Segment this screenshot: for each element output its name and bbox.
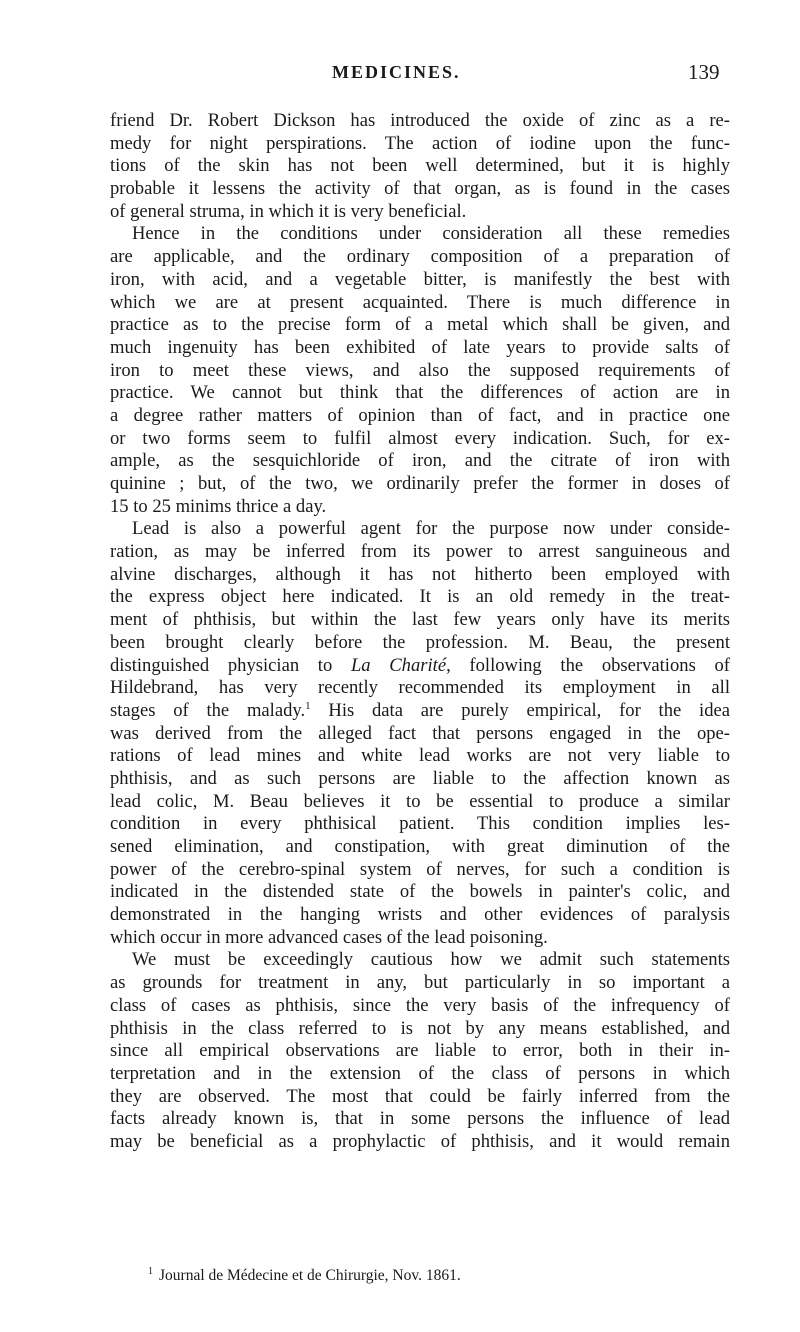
text-line: they are observed. The most that could be fairly inferred from the: [110, 1085, 730, 1107]
text-segment: His data are purely empirical, for the idea: [310, 699, 730, 721]
text-line: tions of the skin has not been well determined, but it is highly: [110, 155, 730, 177]
text-line: practice. We cannot but think that the differences of action are in: [110, 382, 730, 404]
text-line: of general struma, in which it is very beneficial.: [110, 200, 467, 222]
text-line: ment of phthisis, but within the last few years only have its merits: [110, 609, 730, 631]
footnote-text: Journal de Médecine et de Chirurgie, Nov. 1861.: [159, 1267, 461, 1285]
running-title: MEDICINES.: [332, 62, 461, 82]
text-line: are applicable, and the ordinary composition of a preparation of: [110, 246, 730, 268]
text-line: sened elimination, and constipation, with great diminution of the: [110, 836, 730, 857]
text-line: or two forms seem to fulfil almost every indication. Such, for ex-: [110, 427, 730, 449]
text-line: condition in every phthisical patient. This condition implies les-: [110, 813, 730, 835]
footnote-reference[interactable]: 1: [305, 699, 311, 712]
text-line: since all empirical observations are liable to error, both in their in-: [110, 1040, 730, 1062]
text-line: power of the cerebro-spinal system of nerves, for such a condition is: [110, 858, 730, 880]
text-line: We must be exceedingly cautious how we admit such statements: [132, 949, 730, 971]
text-line: been brought clearly before the profession. M. Beau, the present: [110, 631, 730, 653]
page-number: 139: [688, 60, 720, 84]
text-line: ample, as the sesquichloride of iron, and the citrate of iron with: [110, 450, 730, 472]
text-line: practice as to the precise form of a metal which shall be given, and: [110, 314, 730, 336]
text-line: much ingenuity has been exhibited of late years to provide salts of: [110, 336, 730, 358]
text-line-with-footnote: [110, 700, 730, 723]
text-line: demonstrated in the hanging wrists and other evidences of paralysis: [110, 904, 730, 926]
text-line: class of cases as phthisis, since the very basis of the infrequency of: [110, 994, 730, 1016]
text-line: alvine discharges, although it has not hitherto been employed with: [110, 563, 730, 585]
text-line: which occur in more advanced cases of the lead poisoning.: [110, 926, 548, 948]
text-line: iron, with acid, and a vegetable bitter, is manifestly the best with: [110, 268, 730, 290]
text-line: ration, as may be inferred from its power to arrest sanguineous and: [110, 541, 730, 563]
text-line: as grounds for treatment in any, but particularly in so important a: [110, 972, 730, 994]
text-line: the express object here indicated. It is an old remedy in the treat-: [110, 586, 730, 608]
text-line: medy for night perspirations. The action of iodine upon the func-: [110, 132, 730, 154]
text-line: friend Dr. Robert Dickson has introduced the oxide of zinc as a re-: [110, 110, 730, 131]
text-line: Lead is also a powerful agent for the purpose now under conside-: [132, 518, 730, 540]
text-line: 15 to 25 minims thrice a day.: [110, 495, 327, 517]
text-line: a degree rather matters of opinion than of fact, and in practice one: [110, 404, 730, 426]
text-line: which we are at present acquainted. There is much difference in: [110, 291, 730, 313]
text-line: rations of lead mines and white lead works are not very liable to: [110, 745, 730, 767]
text-line: indicated in the distended state of the bowels in painter's colic, and: [110, 881, 730, 903]
text-line: terpretation and in the extension of the class of persons in which: [110, 1062, 730, 1084]
hospital-name: La Charité: [350, 654, 447, 676]
running-head: [0, 62, 800, 88]
text-line: quinine ; but, of the two, we ordinarily prefer the former in doses of: [110, 473, 730, 494]
text-line: was derived from the alleged fact that persons engaged in the ope-: [110, 722, 730, 744]
text-segment: stages of the malady.: [110, 699, 306, 721]
text-segment: distinguished physician to: [110, 654, 333, 676]
text-line: lead colic, M. Beau believes it to be essential to produce a similar: [110, 790, 730, 812]
text-line: iron to meet these views, and also the supposed requirements of: [110, 359, 730, 381]
text-line-with-italic: [110, 655, 730, 678]
text-line: Hence in the conditions under consideration all these remedies: [132, 223, 730, 245]
text-segment: , following the observations of: [446, 654, 730, 676]
footnote: [148, 1266, 461, 1285]
body-text: [110, 110, 730, 1154]
text-line: facts already known is, that in some persons the influence of lead: [110, 1108, 730, 1130]
text-line: probable it lessens the activity of that organ, as is found in the cases: [110, 178, 730, 200]
footnote-mark: 1: [148, 1266, 153, 1277]
text-line: Hildebrand, has very recently recommended its employment in all: [110, 677, 730, 699]
text-line: may be beneficial as a prophylactic of phthisis, and it would remain: [110, 1130, 730, 1152]
text-line: phthisis in the class referred to is not by any means established, and: [110, 1017, 730, 1039]
text-line: phthisis, and as such persons are liable to the affection known as: [110, 767, 730, 789]
